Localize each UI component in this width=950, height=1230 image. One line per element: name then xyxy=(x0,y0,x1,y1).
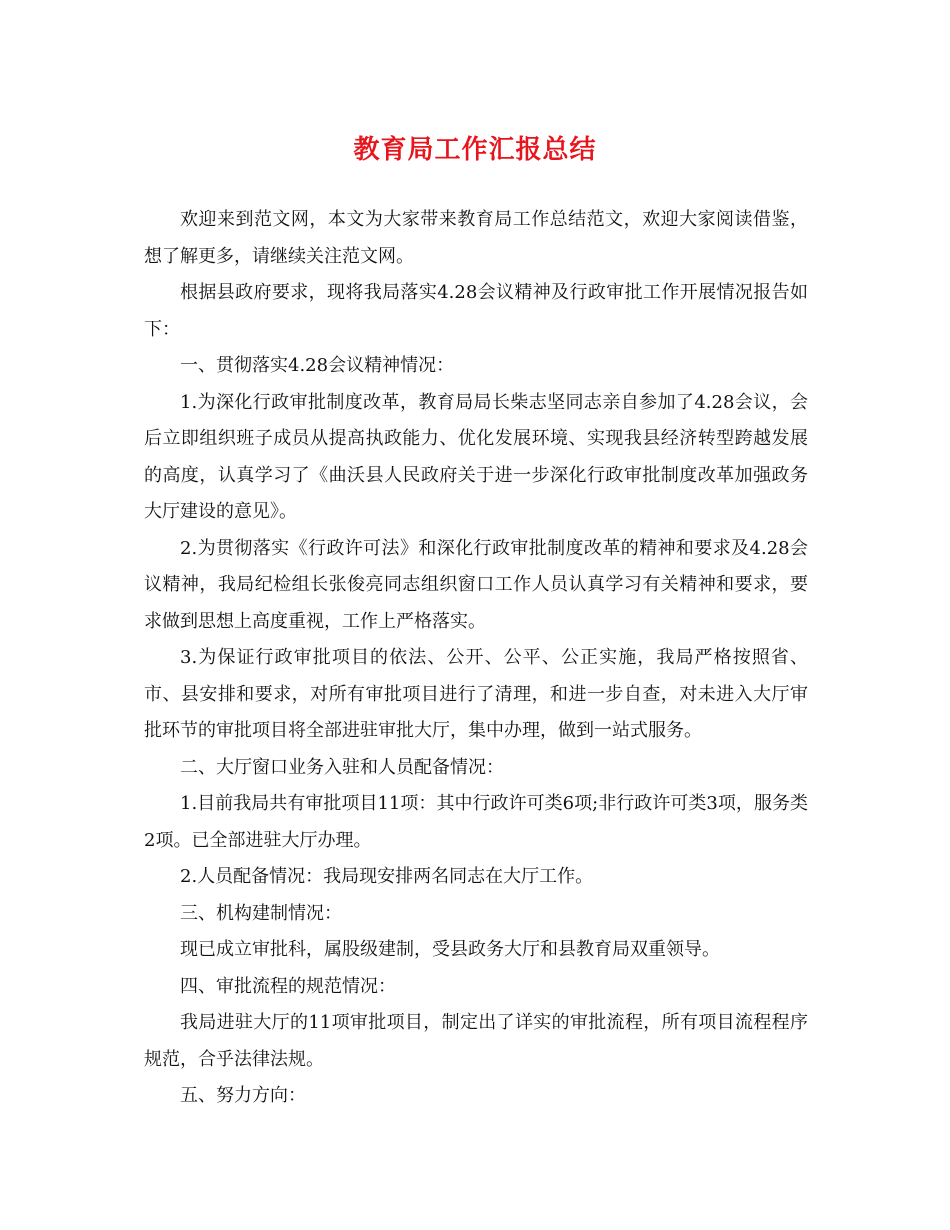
paragraph-1-1: 1.为深化行政审批制度改革，教育局局长柴志坚同志亲自参加了4.28会议，会后立即组织班子成员从提高执政能力、优化发展环境、实现我县经济转型跨越发展的高度，认真学习了《曲沃县人民政府关于进一步深化行政审批制度改革加强政务大厅建设的意见》。 xyxy=(144,391,808,522)
section-heading-2: 二、大厅窗口业务入驻和人员配备情况： xyxy=(180,756,504,778)
section-heading-3: 三、机构建制情况： xyxy=(180,902,342,924)
document-body xyxy=(144,202,808,1115)
document-title: 教育局工作汇报总结 xyxy=(353,135,597,165)
section-heading-1: 一、贯彻落实4.28会议精神情况： xyxy=(180,355,455,376)
paragraph-3-1: 现已成立审批科，属股级建制，受县政务大厅和县教育局双重领导。 xyxy=(180,939,720,960)
paragraph-2-2: 2.人员配备情况：我局现安排两名同志在大厅工作。 xyxy=(180,866,594,887)
paragraph-intro: 欢迎来到范文网，本文为大家带来教育局工作总结范文，欢迎大家阅读借鉴，想了解更多，请继续关注范文网。 xyxy=(144,209,808,267)
paragraph-1-3: 3.为保证行政审批项目的依法、公开、公平、公正实施，我局严格按照省、市、县安排和要求，对所有审批项目进行了清理，和进一步自查，对未进入大厅审批环节的审批项目将全部进驻审批大厅，集中办理，做到一站式服务。 xyxy=(144,647,808,741)
paragraph-2-1: 1.目前我局共有审批项目11项：其中行政许可类6项;非行政许可类3项，服务类2项。已全部进驻大厅办理。 xyxy=(144,793,808,851)
section-heading-5: 五、努力方向： xyxy=(180,1085,306,1106)
paragraph-4-1: 我局进驻大厅的11项审批项目，制定出了详实的审批流程，所有项目流程程序规范，合乎法律法规。 xyxy=(144,1012,808,1070)
section-heading-4: 四、审批流程的规范情况： xyxy=(180,975,396,997)
paragraph-1-2: 2.为贯彻落实《行政许可法》和深化行政审批制度改革的精神和要求及4.28会议精神，我局纪检组长张俊亮同志组织窗口工作人员认真学习有关精神和要求，要求做到思想上高度重视，工作上严格落实。 xyxy=(144,537,808,632)
paragraph-report-preface: 根据县政府要求，现将我局落实4.28会议精神及行政审批工作开展情况报告如下： xyxy=(144,282,808,340)
